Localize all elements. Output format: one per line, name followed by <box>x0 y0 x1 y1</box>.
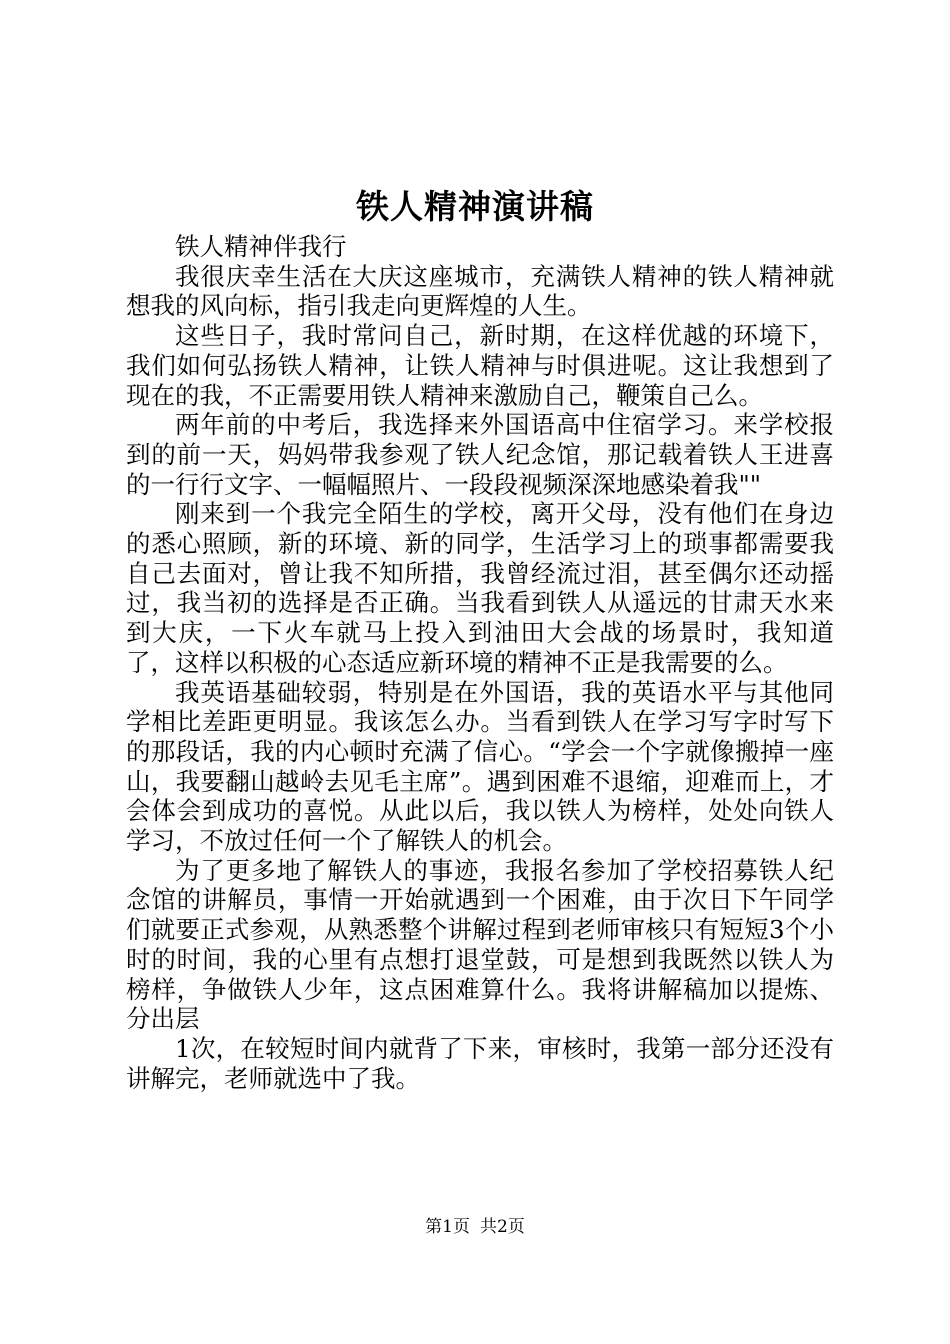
document-body <box>126 232 834 1093</box>
paragraph: 1次，在较短时间内就背了下来，审核时，我第一部分还没有讲解完，老师就选中了我。 <box>126 1033 834 1093</box>
paragraph: 我很庆幸生活在大庆这座城市，充满铁人精神的铁人精神就想我的风向标，指引我走向更辉煌的人生。 <box>126 261 834 321</box>
page-total: 共2页 <box>480 1217 525 1237</box>
paragraph: 这些日子，我时常问自己，新时期，在这样优越的环境下，我们如何弘扬铁人精神，让铁人精神与时俱进呢。这让我想到了现在的我，不正需要用铁人精神来激励自己，鞭策自己么。 <box>126 321 834 410</box>
document-title: 铁人精神演讲稿 <box>356 187 594 226</box>
page-number: 第1页 <box>425 1217 470 1237</box>
paragraph-subtitle: 铁人精神伴我行 <box>175 232 347 261</box>
page-footer <box>0 1215 950 1239</box>
paragraph: 两年前的中考后，我选择来外国语高中住宿学习。来学校报到的前一天，妈妈带我参观了铁人纪念馆，那记载着铁人王进喜的一行行文字、一幅幅照片、一段段视频深深地感染着我"" <box>126 410 834 499</box>
paragraph: 刚来到一个我完全陌生的学校，离开父母，没有他们在身边的悉心照顾，新的环境、新的同学，生活学习上的琐事都需要我自己去面对，曾让我不知所措，我曾经流过泪，甚至偶尔还动摇过，我当初的选择是否正确。当我看到铁人从遥远的甘肃天水来到大庆，一下火车就马上投入到油田大会战的场景时，我知道了，这样以积极的心态适应新环境的精神不正是我需要的么。 <box>126 499 834 677</box>
paragraph: 为了更多地了解铁人的事迹，我报名参加了学校招募铁人纪念馆的讲解员，事情一开始就遇到一个困难，由于次日下午同学们就要正式参观，从熟悉整个讲解过程到老师审核只有短短3个小时的时间，我的心里有点想打退堂鼓，可是想到我既然以铁人为榜样，争做铁人少年，这点困难算什么。我将讲解稿加以提炼、分出层 <box>126 855 834 1034</box>
paragraph: 我英语基础较弱，特别是在外国语，我的英语水平与其他同学相比差距更明显。我该怎么办。当看到铁人在学习写字时写下的那段话，我的内心顿时充满了信心。“学会一个字就像搬掉一座山，我要翻山越岭去见毛主席”。遇到困难不退缩，迎难而上，才会体会到成功的喜悦。从此以后，我以铁人为榜样，处处向铁人学习，不放过任何一个了解铁人的机会。 <box>126 677 834 856</box>
